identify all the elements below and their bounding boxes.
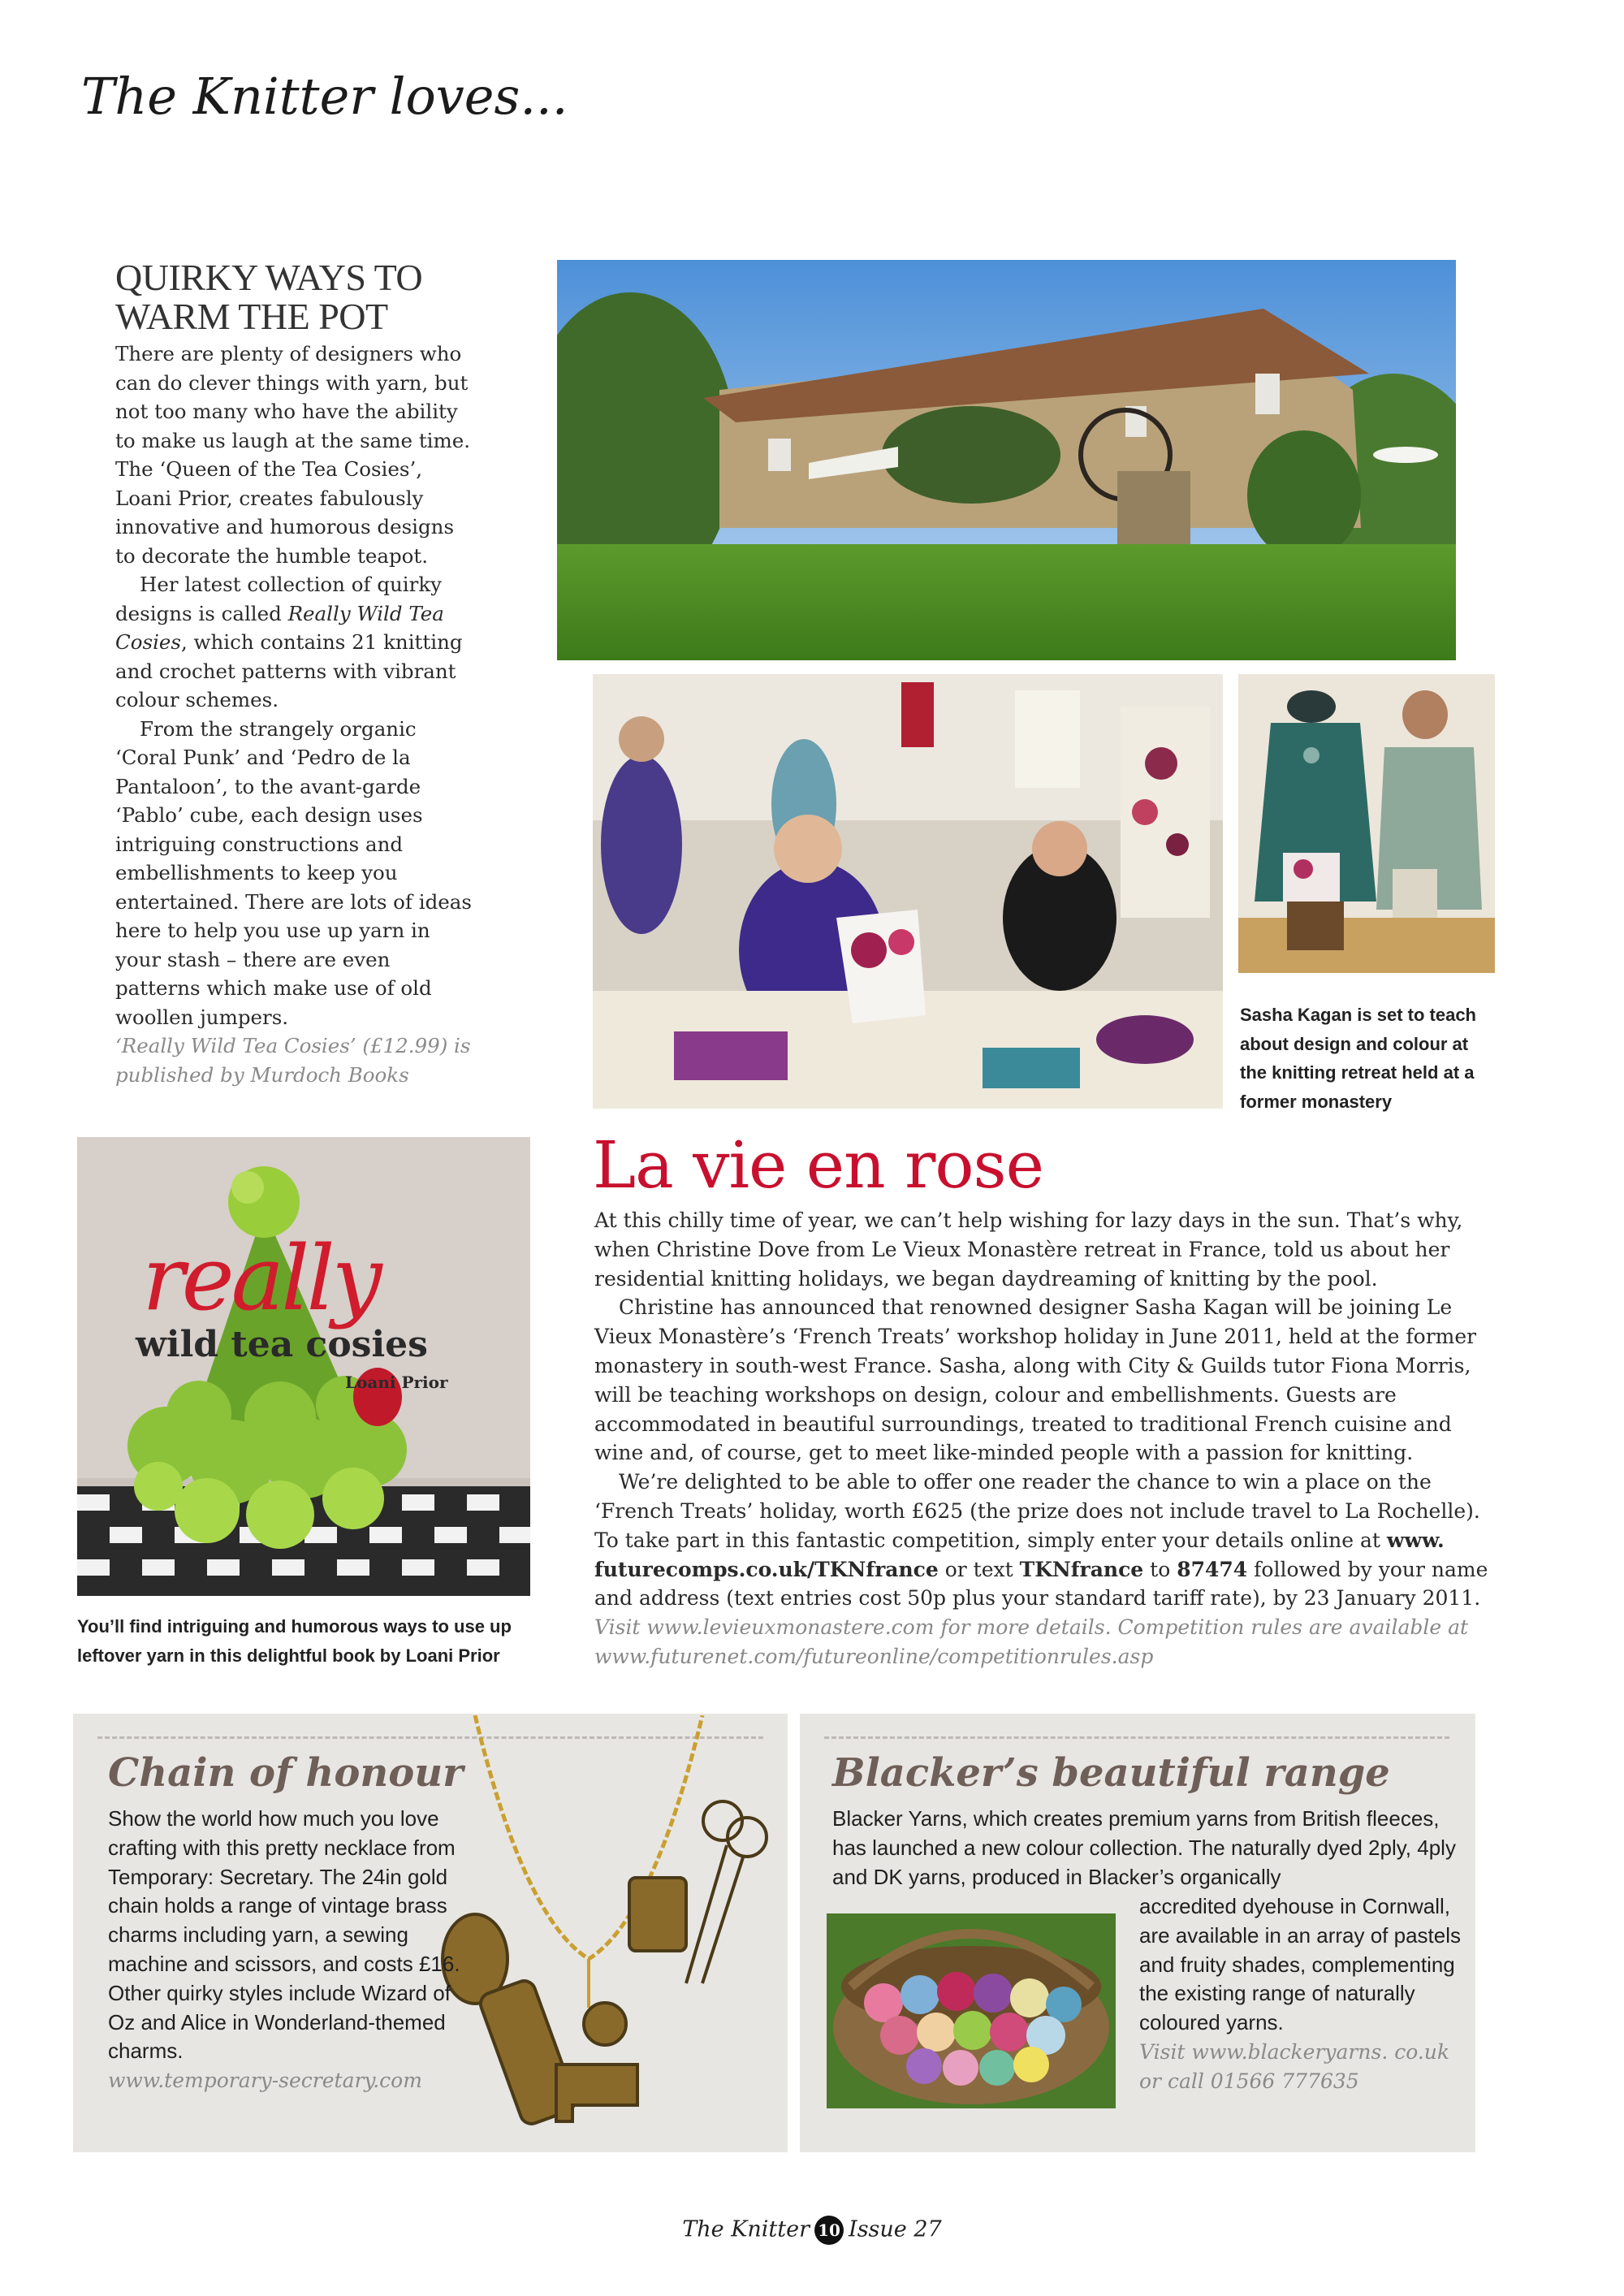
rose-p3-text-c: to bbox=[1143, 1557, 1177, 1581]
rose-p3-text: We’re delighted to be able to offer one reader the chance to win a place on the ‘French Treats’ holiday, worth £625 (the prize does not include travel to La Rochelle). To take part in this fantastic competition, simply enter your details online at bbox=[594, 1470, 1480, 1552]
mannequin-garments-photo bbox=[1238, 674, 1495, 973]
blacker-intro-text: Blacker Yarns, which creates premium yarns from British fleeces, has launched a new colour collection. The naturally dyed 2ply, 4ply and DK yarns, produced in Blacker’s organically bbox=[832, 1806, 1456, 1889]
blacker-paragraph: accredited dyehouse in Cornwall, are available in an array of pastels and fruity shades, complementing the existing range of naturally coloured yarns. bbox=[1139, 1894, 1462, 2035]
page-number-badge: 10 bbox=[814, 2216, 844, 2245]
rose-heading: La vie en rose bbox=[593, 1127, 1043, 1203]
competition-text-number: 87474 bbox=[1177, 1557, 1248, 1581]
chain-credit-link[interactable]: www.temporary-secretary.com bbox=[108, 2069, 422, 2093]
quirky-book-title: Really Wild Tea Cosies bbox=[115, 601, 444, 654]
knitting-class-illustration bbox=[593, 674, 1223, 1109]
book-cover-title: wild tea cosies bbox=[136, 1324, 428, 1365]
charm-necklace-photo bbox=[426, 1715, 788, 2158]
quirky-paragraph-3: From the strangely organic ‘Coral Punk’ and ‘Pedro de la Pantaloon’, to the avant-garde ‘Pablo’ cube, each design uses intriguing constructions and embellishments to keep you entertained. There are lots of ideas here to help you use up yarn in your stash – there are even patterns which make use of old woollen jumpers. bbox=[115, 716, 472, 1029]
charm-necklace-illustration bbox=[426, 1715, 788, 2158]
competition-text-code: TKNfrance bbox=[1019, 1557, 1144, 1581]
quirky-credit: ‘Really Wild Tea Cosies’ (£12.99) is published by Murdoch Books bbox=[115, 1034, 471, 1087]
rose-p3-text-d: followed by your name and address (text entries cost 50p plus your standard tariff rate), by 23 January 2011. bbox=[594, 1557, 1488, 1611]
quirky-paragraph-2 bbox=[115, 570, 477, 715]
book-cover-word-really: really bbox=[142, 1226, 379, 1330]
footer-issue: Issue 27 bbox=[849, 2216, 942, 2242]
quirky-p2-text: Her latest collection of quirky designs is called bbox=[115, 573, 443, 625]
footer-magazine-name: The Knitter bbox=[682, 2216, 810, 2242]
blacker-side-text bbox=[1139, 1892, 1472, 2096]
rose-p3-text-b: or text bbox=[938, 1557, 1020, 1581]
panel-dashed-rule bbox=[824, 1736, 1449, 1739]
blacker-heading: Blacker’s beautiful range bbox=[832, 1750, 1390, 1796]
tea-cosy-book-illustration bbox=[77, 1137, 530, 1596]
quirky-p2-text-end: , which contains 21 knitting and crochet patterns with vibrant colour schemes. bbox=[115, 630, 463, 711]
page-masthead: The Knitter loves... bbox=[81, 67, 568, 126]
quirky-heading: QUIRKY WAYS TO WARM THE POT bbox=[115, 257, 423, 337]
book-cover-author: Loani Prior bbox=[345, 1373, 448, 1392]
book-caption: You’ll find intriguing and humorous ways to use up leftover yarn in this delightful book by Loani Prior bbox=[77, 1616, 512, 1666]
quirky-paragraph-1: There are plenty of designers who can do clever things with yarn, but not too many who have the ability to make us laugh at the same time. The ‘Queen of the Tea Cosies’, Loani Prior, creates fabulously innovative and humorous designs to decorate the humble teapot. bbox=[115, 342, 471, 568]
mannequin-illustration bbox=[1238, 674, 1495, 973]
book-cover-image bbox=[77, 1137, 530, 1596]
yarn-basket-photo bbox=[827, 1913, 1116, 2108]
quirky-article-body bbox=[115, 339, 477, 1089]
rose-paragraph-3 bbox=[594, 1468, 1496, 1613]
monastery-house-photo bbox=[557, 260, 1456, 660]
rose-paragraph-2: Christine has announced that renowned designer Sasha Kagan will be joining Le Vieux Monastère’s ‘French Treats’ workshop holiday in June 2011, held at the former monastery in south-west France. Sasha, along with City & Guilds tutor Fiona Morris, will be teaching workshops on design, colour and embellishments. Guests are accommodated in beautiful surroundings, treated to traditional French cuisine and wine and, of course, get to meet like-minded people with a passion for knitting. bbox=[594, 1295, 1477, 1465]
rose-article-body bbox=[594, 1206, 1496, 1671]
chain-paragraph: Show the world how much you love crafting with this pretty necklace from Temporary: Secretary. The 24in gold chain holds a range of vintage brass charms including yarn, a sewing machine and scissors, and costs £16. bbox=[108, 1806, 460, 1976]
blacker-credit-link[interactable]: Visit www.blackeryarns. co.uk or call 01566 777635 bbox=[1139, 2039, 1450, 2093]
competition-url[interactable]: www. futurecomps.co.uk/TKNfrance bbox=[594, 1528, 1445, 1581]
page-footer bbox=[0, 2216, 1624, 2245]
chain-heading: Chain of honour bbox=[108, 1750, 464, 1796]
chain-paragraph-2: Other quirky styles include Wizard of Oz and Alice in Wonderland-themed charms. bbox=[108, 1980, 451, 2064]
monastery-house-illustration bbox=[557, 260, 1456, 660]
rose-paragraph-1: At this chilly time of year, we can’t help wishing for lazy days in the sun. That’s why, when Christine Dove from Le Vieux Monastère retreat in France, told us about her residential knitting holidays, we began daydreaming of knitting by the pool. bbox=[594, 1209, 1463, 1291]
yarn-basket-illustration bbox=[827, 1913, 1116, 2108]
rose-credit: Visit www.levieuxmonastere.com for more details. Competition rules are available at www.futurenet.com/futureonline/competitionrules.asp bbox=[594, 1615, 1469, 1668]
mannequin-caption: Sasha Kagan is set to teach about design and colour at the knitting retreat held at a former monastery bbox=[1240, 1005, 1476, 1112]
chain-article-body bbox=[108, 1805, 473, 2095]
knitting-class-photo bbox=[593, 674, 1223, 1109]
